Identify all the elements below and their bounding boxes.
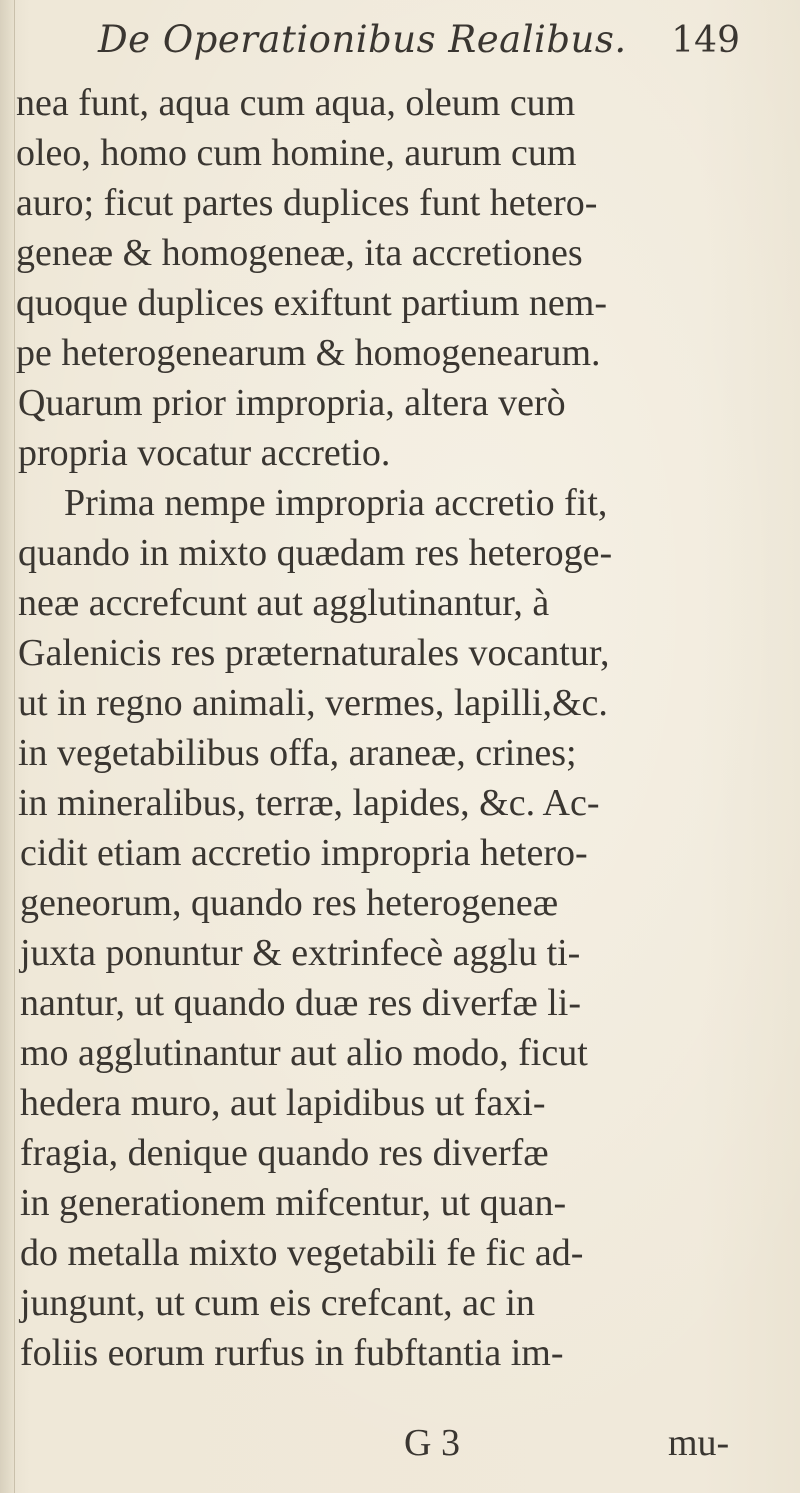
catchword: mu- — [668, 1422, 730, 1464]
text-line: do metalla mixto vegetabili fe fic ad- — [20, 1232, 584, 1274]
text-line: geneorum, quando res heterogeneæ — [20, 882, 559, 924]
text-line: oleo, homo cum homine, aurum cum — [16, 132, 577, 174]
text-line: jungunt, ut cum eis crefcant, ac in — [20, 1282, 535, 1324]
text-line: nantur, ut quando duæ res diverfæ li- — [20, 982, 581, 1024]
text-line: pe heterogenearum & homogenearum. — [16, 332, 601, 374]
signature-mark: G 3 — [404, 1422, 460, 1464]
text-line: in vegetabilibus offa, araneæ, crines; — [18, 732, 577, 774]
text-line: mo agglutinantur aut alio modo, ficut — [20, 1032, 588, 1074]
page-header — [60, 14, 740, 74]
page-gutter — [0, 0, 15, 1493]
page-footer — [0, 1418, 800, 1468]
text-line: nea funt, aqua cum aqua, oleum cum — [16, 82, 576, 124]
text-line: geneæ & homogeneæ, ita accretiones — [16, 232, 583, 274]
text-line: Galenicis res præternaturales vocantur, — [18, 632, 610, 674]
text-line: quoque duplices exiftunt partium nem- — [16, 282, 607, 324]
text-line: Quarum prior impropria, altera verò — [18, 382, 566, 424]
text-line: foliis eorum rurfus in fubftantia im- — [20, 1332, 564, 1374]
text-line: in mineralibus, terræ, lapides, &c. Ac- — [18, 782, 600, 824]
text-line: quando in mixto quædam res heteroge- — [18, 532, 613, 574]
text-line: in generationem mifcentur, ut quan- — [20, 1182, 567, 1224]
running-title: De Operationibus Realibus. — [98, 18, 627, 61]
text-line: cidit etiam accretio impropria hetero- — [20, 832, 588, 874]
text-line: ut in regno animali, vermes, lapilli,&c. — [18, 682, 608, 724]
page-number: 149 — [671, 20, 740, 61]
text-line: fragia, denique quando res diverfæ — [20, 1132, 549, 1174]
text-line: Prima nempe impropria accretio fit, — [64, 482, 608, 524]
text-line: neæ accrefcunt aut agglutinantur, à — [18, 582, 550, 624]
text-line: auro; ficut partes duplices funt hetero- — [16, 182, 598, 224]
text-line: juxta ponuntur & extrinfecè agglu ti- — [20, 932, 581, 974]
text-line: propria vocatur accretio. — [18, 432, 391, 474]
text-line: hedera muro, aut lapidibus ut faxi- — [20, 1082, 546, 1124]
